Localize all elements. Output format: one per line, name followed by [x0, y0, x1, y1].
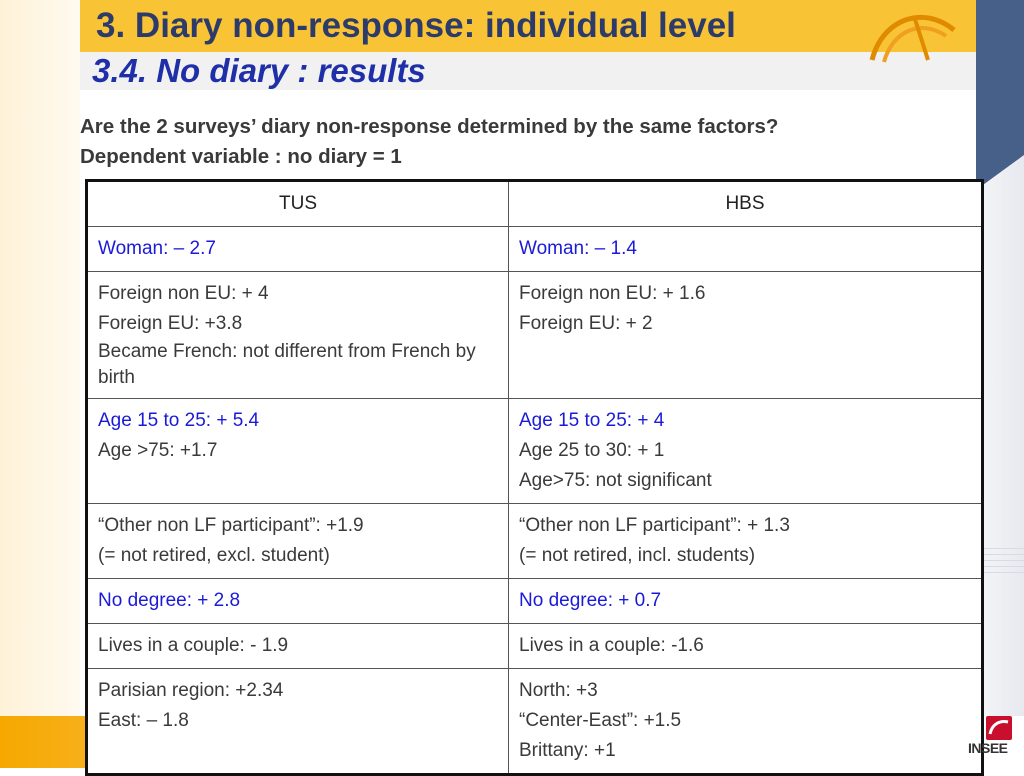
hbs-cell	[509, 399, 983, 504]
intro-text	[80, 112, 970, 172]
cell-line: Age 15 to 25: + 4	[519, 410, 665, 431]
cell-line: Foreign EU: +3.8	[98, 313, 243, 334]
slide-title: 3. Diary non-response: individual level	[96, 6, 736, 45]
cell-line: Woman: – 1.4	[519, 238, 637, 259]
slide-subtitle: 3.4. No diary : results	[92, 52, 426, 89]
table-row	[87, 227, 983, 272]
cell-line: (= not retired, incl. students)	[519, 545, 756, 566]
hbs-cell	[509, 227, 983, 272]
right-line-decor	[982, 548, 1024, 578]
cell-line: Parisian region: +2.34	[98, 680, 284, 701]
tus-cell	[87, 669, 509, 775]
results-table	[85, 179, 984, 776]
cell-line: “Center-East”: +1.5	[519, 710, 682, 731]
hbs-cell	[509, 669, 983, 775]
hbs-cell	[509, 504, 983, 579]
intro-dependent-variable: Dependent variable : no diary = 1	[80, 145, 402, 168]
table-row	[87, 399, 983, 504]
cell-line: North: +3	[519, 680, 598, 701]
right-wedge-decor	[976, 0, 1024, 200]
cell-line: “Other non LF participant”: +1.9	[98, 515, 364, 536]
cell-line: Age 15 to 25: + 5.4	[98, 410, 260, 431]
cell-line: Foreign EU: + 2	[519, 313, 653, 334]
table-row	[87, 579, 983, 624]
cell-line: Foreign non EU: + 1.6	[519, 283, 706, 304]
cell-line: Became French: not different from French by birth	[98, 341, 476, 388]
intro-question: Are the 2 surveys’ diary non-response determined by the same factors?	[80, 115, 779, 138]
tus-cell	[87, 579, 509, 624]
table-row	[87, 669, 983, 775]
column-header-tus: TUS	[87, 181, 509, 227]
cell-line: No degree: + 0.7	[519, 590, 662, 611]
cell-line: Age>75: not significant	[519, 470, 712, 491]
table-row	[87, 624, 983, 669]
column-header-hbs: HBS	[509, 181, 983, 227]
hbs-cell	[509, 579, 983, 624]
cell-line: Foreign non EU: + 4	[98, 283, 269, 304]
insee-logo-icon	[978, 714, 1018, 742]
tus-cell	[87, 504, 509, 579]
tus-cell	[87, 624, 509, 669]
hbs-cell	[509, 272, 983, 399]
cell-line: Woman: – 2.7	[98, 238, 216, 259]
left-decor-strip	[0, 0, 80, 768]
table-header-row	[87, 181, 983, 227]
tus-cell	[87, 272, 509, 399]
cell-line: “Other non LF participant”: + 1.3	[519, 515, 790, 536]
cell-line: (= not retired, excl. student)	[98, 545, 330, 566]
tus-cell	[87, 399, 509, 504]
tus-cell	[87, 227, 509, 272]
cell-line: No degree: + 2.8	[98, 590, 241, 611]
cell-line: Lives in a couple: - 1.9	[98, 635, 289, 656]
table-row	[87, 504, 983, 579]
cell-line: Lives in a couple: -1.6	[519, 635, 704, 656]
cell-line: East: – 1.8	[98, 710, 189, 731]
logo-arc-icon	[862, 2, 962, 72]
table-row	[87, 272, 983, 399]
insee-logo-text: INSEE	[968, 740, 1008, 756]
cell-line: Age 25 to 30: + 1	[519, 440, 665, 461]
hbs-cell	[509, 624, 983, 669]
cell-line: Age >75: +1.7	[98, 440, 218, 461]
cell-line: Brittany: +1	[519, 740, 616, 761]
